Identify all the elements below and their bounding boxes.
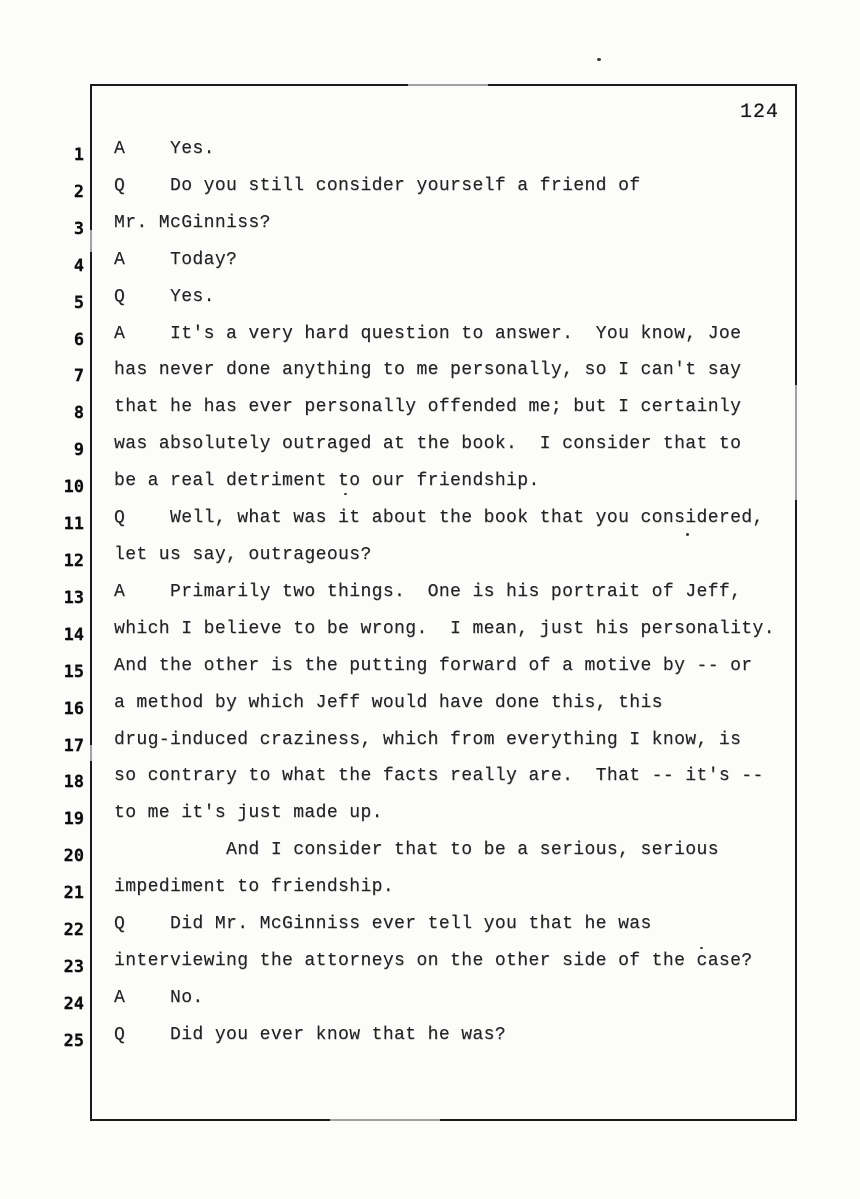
- transcript-line: A No.: [114, 987, 204, 1008]
- line-number: 13: [63, 587, 84, 608]
- transcript-line: A Primarily two things. One is his portrait of Jeff,: [114, 581, 742, 602]
- transcript-line: Q Did Mr. McGinniss ever tell you that he was: [114, 914, 652, 935]
- line-number: 11: [63, 514, 84, 535]
- line-number: 9: [73, 440, 84, 461]
- line-number: 16: [63, 698, 84, 719]
- line-number: 17: [63, 735, 84, 756]
- transcript-line: Mr. McGinniss?: [114, 212, 271, 233]
- transcript-line: impediment to friendship.: [114, 877, 395, 898]
- scan-border-fade: [794, 385, 799, 500]
- transcript-line: A Yes.: [114, 139, 215, 159]
- transcript-text: [114, 131, 804, 1054]
- scan-border-fade: [89, 745, 93, 761]
- line-number-gutter: [30, 137, 84, 1060]
- line-number: 5: [73, 292, 84, 313]
- transcript-line: to me it's just made up.: [114, 803, 383, 824]
- line-number: 6: [73, 329, 84, 350]
- line-number: 4: [73, 255, 84, 276]
- transcript-line: so contrary to what the facts really are. That -- it's --: [114, 766, 764, 787]
- transcript-line: A It's a very hard question to answer. You know, Joe: [114, 323, 742, 344]
- line-number: 7: [73, 366, 84, 387]
- line-number: 14: [63, 624, 84, 645]
- line-number: 18: [63, 772, 84, 793]
- transcript-line: And I consider that to be a serious, serious: [114, 840, 719, 861]
- scan-speck: [344, 493, 347, 495]
- transcript-line: Q Yes.: [114, 286, 215, 307]
- line-number: 21: [63, 883, 84, 904]
- line-number: 12: [63, 550, 84, 571]
- transcript-line: Q Did you ever know that he was?: [114, 1024, 507, 1045]
- transcript-line: let us say, outrageous?: [114, 544, 372, 565]
- scan-border-fade: [408, 83, 488, 87]
- transcript-line: And the other is the putting forward of a motive by -- or: [114, 655, 753, 676]
- transcript-line: A Today?: [114, 249, 238, 270]
- line-number: 20: [63, 846, 84, 867]
- line-number: 10: [63, 477, 84, 498]
- transcript-line: Q Well, what was it about the book that you considered,: [114, 508, 764, 529]
- scan-speck: [597, 58, 601, 61]
- transcript-line: which I believe to be wrong. I mean, just his personality.: [114, 618, 775, 639]
- line-number: 25: [63, 1030, 84, 1051]
- transcript-line: a method by which Jeff would have done this, this: [114, 692, 663, 713]
- line-number: 24: [63, 993, 84, 1014]
- line-number: 8: [73, 403, 84, 424]
- line-number: 1: [73, 145, 84, 165]
- line-number: 3: [73, 218, 84, 239]
- transcript-line: has never done anything to me personally, so I can't say: [114, 360, 742, 381]
- transcript-line: was absolutely outraged at the book. I consider that to: [114, 434, 742, 455]
- transcript-line: drug-induced craziness, which from everything I know, is: [114, 729, 742, 750]
- scan-border-fade: [89, 230, 93, 252]
- scan-border-fade: [330, 1117, 440, 1121]
- transcript-line: Q Do you still consider yourself a friend of: [114, 175, 641, 196]
- transcript-line: be a real detriment to our friendship.: [114, 471, 540, 492]
- line-number: 2: [73, 181, 84, 202]
- transcript-line: that he has ever personally offended me; but I certainly: [114, 397, 742, 418]
- line-number: 15: [63, 661, 84, 682]
- transcript-line: interviewing the attorneys on the other side of the case?: [114, 950, 753, 971]
- line-number: 22: [63, 920, 84, 941]
- line-number: 23: [63, 956, 84, 977]
- scan-speck: [686, 533, 689, 536]
- page-number: 124: [740, 101, 780, 124]
- scan-speck: [700, 947, 703, 949]
- line-number: 19: [63, 809, 84, 830]
